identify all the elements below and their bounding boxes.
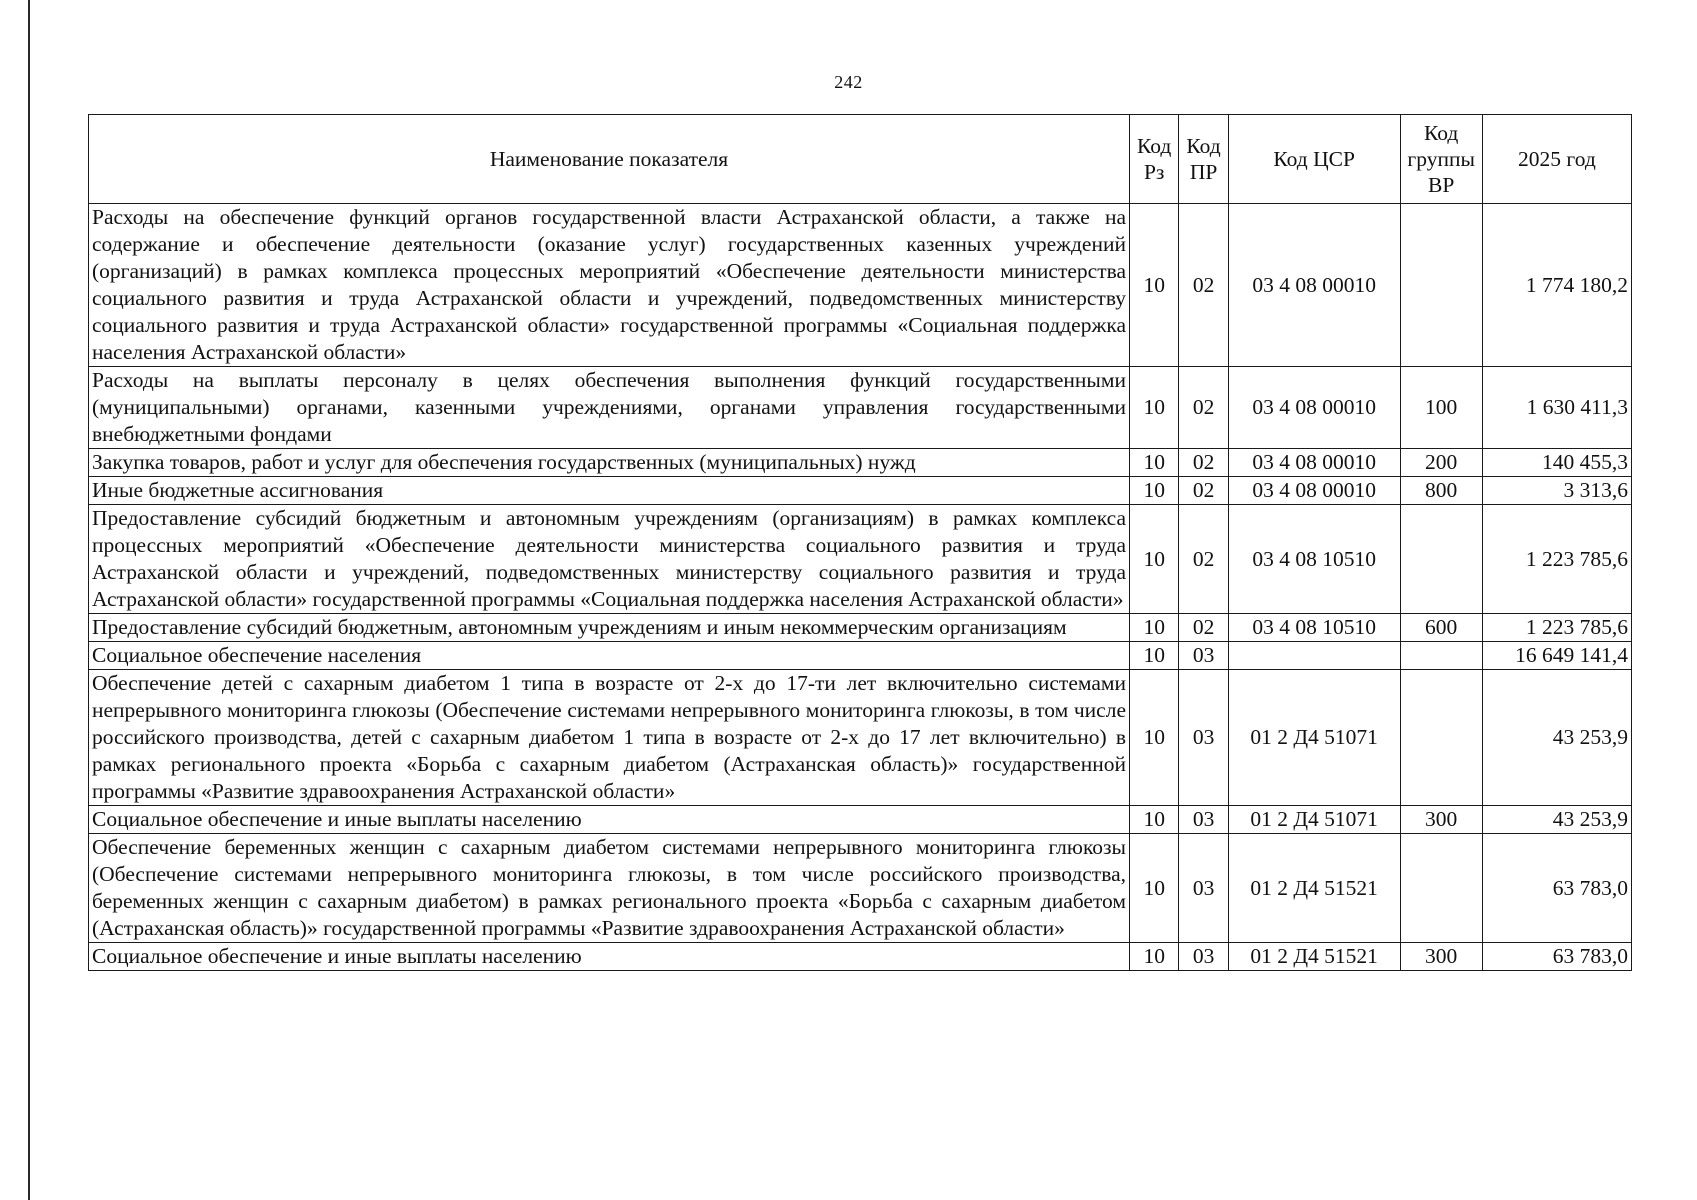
cell-value: 63 783,0 — [1482, 834, 1631, 943]
table-row — [89, 505, 1632, 614]
cell-rz: 10 — [1130, 449, 1179, 477]
cell-pr: 02 — [1179, 477, 1228, 505]
header-pr: Код ПР — [1179, 115, 1228, 204]
table-row — [89, 367, 1632, 449]
cell-pr: 03 — [1179, 806, 1228, 834]
cell-value: 1 774 180,2 — [1482, 204, 1631, 367]
cell-csr: 03 4 08 00010 — [1228, 204, 1400, 367]
cell-vr — [1400, 642, 1482, 670]
cell-rz: 10 — [1130, 477, 1179, 505]
cell-rz: 10 — [1130, 670, 1179, 806]
cell-value: 3 313,6 — [1482, 477, 1631, 505]
cell-name: Предоставление субсидий бюджетным и автономным учреждениям (организациям) в рамках комплекса процессных мероприятий «Обеспечение деятельности министерства социального развития и труда Астраханской области и учреждений, подведомственных министерству социального развития и труда Астраханской области» государственной программы «Социальная поддержка населения Астраханской области» — [89, 505, 1130, 614]
cell-rz: 10 — [1130, 642, 1179, 670]
cell-csr: 03 4 08 10510 — [1228, 505, 1400, 614]
cell-name: Обеспечение беременных женщин с сахарным диабетом системами непрерывного мониторинга глюкозы (Обеспечение системами непрерывного мониторинга глюкозы, в том числе российского производства, беременных женщин с сахарным диабетом) в рамках регионального проекта «Борьба с сахарным диабетом (Астраханская область)» государственной программы «Развитие здравоохранения Астраханской области» — [89, 834, 1130, 943]
table-row — [89, 449, 1632, 477]
cell-name: Закупка товаров, работ и услуг для обеспечения государственных (муниципальных) нужд — [89, 449, 1130, 477]
cell-name: Социальное обеспечение населения — [89, 642, 1130, 670]
cell-value: 1 223 785,6 — [1482, 614, 1631, 642]
cell-pr: 02 — [1179, 204, 1228, 367]
cell-value: 16 649 141,4 — [1482, 642, 1631, 670]
header-csr: Код ЦСР — [1228, 115, 1400, 204]
cell-rz: 10 — [1130, 834, 1179, 943]
table-row — [89, 670, 1632, 806]
table-row — [89, 806, 1632, 834]
header-rz: Код Рз — [1130, 115, 1179, 204]
cell-value: 63 783,0 — [1482, 943, 1631, 971]
cell-pr: 02 — [1179, 505, 1228, 614]
cell-name: Иные бюджетные ассигнования — [89, 477, 1130, 505]
cell-value: 43 253,9 — [1482, 806, 1631, 834]
cell-value: 43 253,9 — [1482, 670, 1631, 806]
table-row — [89, 834, 1632, 943]
cell-rz: 10 — [1130, 806, 1179, 834]
cell-csr: 03 4 08 00010 — [1228, 367, 1400, 449]
header-vr: Код группы ВР — [1400, 115, 1482, 204]
table-body — [89, 204, 1632, 971]
budget-table — [88, 114, 1632, 971]
cell-pr: 02 — [1179, 449, 1228, 477]
cell-vr — [1400, 505, 1482, 614]
cell-csr: 01 2 Д4 51071 — [1228, 806, 1400, 834]
table-row — [89, 642, 1632, 670]
cell-vr — [1400, 834, 1482, 943]
table-row — [89, 204, 1632, 367]
cell-rz: 10 — [1130, 505, 1179, 614]
header-year: 2025 год — [1482, 115, 1631, 204]
cell-pr: 03 — [1179, 670, 1228, 806]
table-row — [89, 943, 1632, 971]
cell-rz: 10 — [1130, 943, 1179, 971]
cell-csr: 01 2 Д4 51521 — [1228, 834, 1400, 943]
header-name: Наименование показателя — [89, 115, 1130, 204]
cell-value: 140 455,3 — [1482, 449, 1631, 477]
cell-vr — [1400, 670, 1482, 806]
cell-pr: 02 — [1179, 367, 1228, 449]
table-header — [89, 115, 1632, 204]
cell-csr: 03 4 08 10510 — [1228, 614, 1400, 642]
cell-csr — [1228, 642, 1400, 670]
cell-pr: 03 — [1179, 834, 1228, 943]
cell-name: Предоставление субсидий бюджетным, автономным учреждениям и иным некоммерческим организациям — [89, 614, 1130, 642]
header-row — [89, 115, 1632, 204]
cell-value: 1 630 411,3 — [1482, 367, 1631, 449]
cell-vr: 300 — [1400, 943, 1482, 971]
cell-vr: 100 — [1400, 367, 1482, 449]
binding-margin-line — [28, 0, 30, 1200]
cell-name: Расходы на обеспечение функций органов государственной власти Астраханской области, а также на содержание и обеспечение деятельности (оказание услуг) государственных казенных учреждений (организаций) в рамках комплекса процессных мероприятий «Обеспечение деятельности министерства социального развития и труда Астраханской области и учреждений, подведомственных министерству социального развития и труда Астраханской области» государственной программы «Социальная поддержка населения Астраханской области» — [89, 204, 1130, 367]
cell-rz: 10 — [1130, 204, 1179, 367]
cell-csr: 01 2 Д4 51521 — [1228, 943, 1400, 971]
cell-csr: 01 2 Д4 51071 — [1228, 670, 1400, 806]
cell-name: Расходы на выплаты персоналу в целях обеспечения выполнения функций государственными (муниципальными) органами, казенными учреждениями, органами управления государственными внебюджетными фондами — [89, 367, 1130, 449]
cell-pr: 02 — [1179, 614, 1228, 642]
cell-vr: 600 — [1400, 614, 1482, 642]
cell-vr: 300 — [1400, 806, 1482, 834]
table-row — [89, 477, 1632, 505]
cell-value: 1 223 785,6 — [1482, 505, 1631, 614]
cell-name: Обеспечение детей с сахарным диабетом 1 типа в возрасте от 2-х до 17-ти лет включительно системами непрерывного мониторинга глюкозы (Обеспечение системами непрерывного мониторинга глюкозы, в том числе российского производства, детей с сахарным диабетом 1 типа в возрасте от 2-х до 17 лет включительно) в рамках регионального проекта «Борьба с сахарным диабетом (Астраханская область)» государственной программы «Развитие здравоохранения Астраханской области» — [89, 670, 1130, 806]
cell-rz: 10 — [1130, 367, 1179, 449]
page-number: 242 — [834, 72, 863, 92]
cell-pr: 03 — [1179, 943, 1228, 971]
cell-vr: 800 — [1400, 477, 1482, 505]
table-row — [89, 614, 1632, 642]
cell-vr: 200 — [1400, 449, 1482, 477]
cell-name: Социальное обеспечение и иные выплаты населению — [89, 806, 1130, 834]
cell-vr — [1400, 204, 1482, 367]
cell-rz: 10 — [1130, 614, 1179, 642]
cell-csr: 03 4 08 00010 — [1228, 449, 1400, 477]
cell-pr: 03 — [1179, 642, 1228, 670]
cell-name: Социальное обеспечение и иные выплаты населению — [89, 943, 1130, 971]
cell-csr: 03 4 08 00010 — [1228, 477, 1400, 505]
